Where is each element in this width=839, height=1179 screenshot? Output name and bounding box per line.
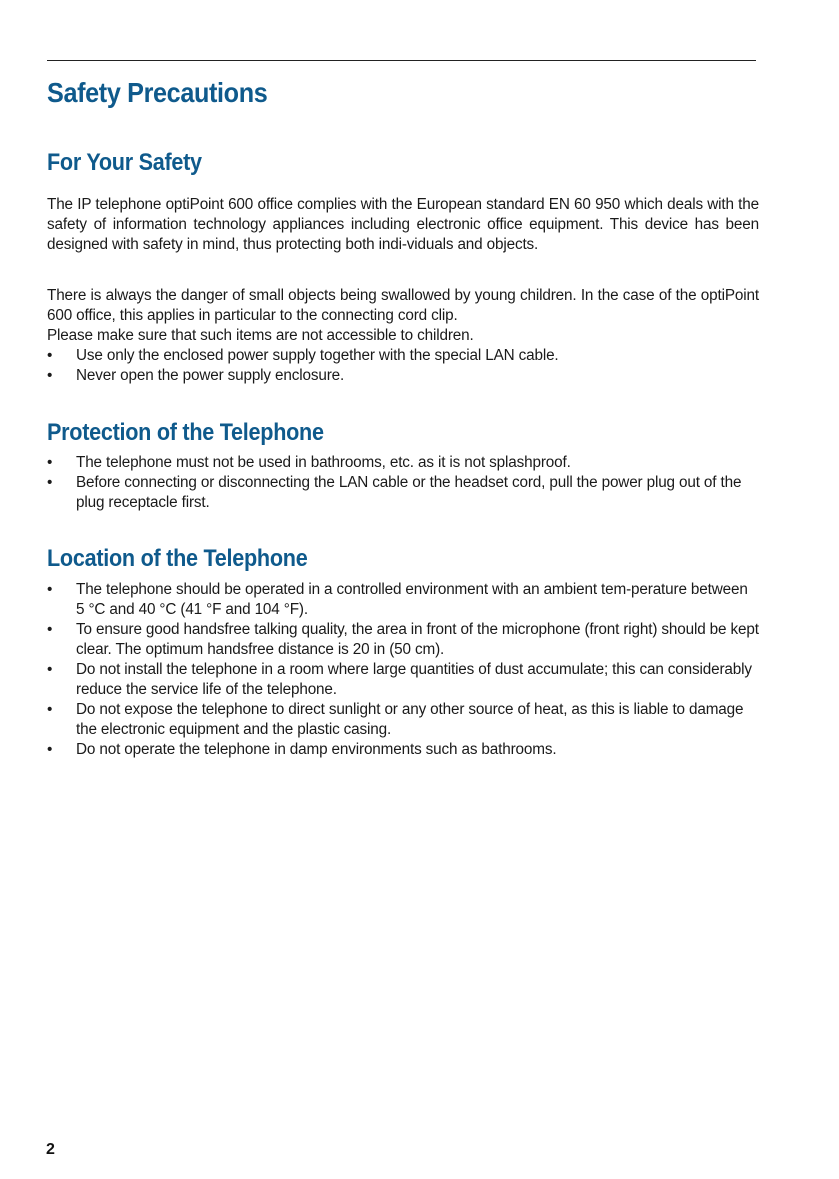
bullet-icon: •: [47, 347, 53, 364]
list-item: [47, 580, 759, 620]
protection-bullet-list: [47, 453, 759, 513]
safety-bullet-list: [47, 346, 759, 386]
list-item-text: To ensure good handsfree talking quality, the area in front of the microphone (front right) should be kept clear. The optimum handsfree distance is 20 in (50 cm).: [76, 621, 759, 658]
safety-note-children: Please make sure that such items are not accessible to children.: [47, 327, 474, 344]
list-item: [47, 740, 759, 760]
location-bullet-list: [47, 580, 759, 760]
list-item-text: The telephone should be operated in a controlled environment with an ambient tem-perature between 5 °C and 40 °C (41 °F and 104 °F).: [76, 581, 748, 618]
section-heading-protection: Protection of the Telephone: [47, 419, 324, 446]
list-item: [47, 473, 759, 513]
top-divider: [47, 60, 756, 61]
page-number: 2: [46, 1141, 55, 1158]
list-item-text: Use only the enclosed power supply together with the special LAN cable.: [76, 347, 559, 364]
list-item: [47, 346, 759, 366]
list-item: [47, 660, 759, 700]
list-item: [47, 366, 759, 386]
list-item: [47, 453, 759, 473]
bullet-icon: •: [47, 621, 53, 638]
section-heading-location: Location of the Telephone: [47, 545, 308, 572]
list-item-text: Do not install the telephone in a room where large quantities of dust accumulate; this can considerably reduce the service life of the telephone.: [76, 661, 752, 698]
section-heading-for-your-safety: For Your Safety: [47, 149, 202, 176]
list-item: [47, 700, 759, 740]
bullet-icon: •: [47, 701, 53, 718]
bullet-icon: •: [47, 454, 53, 471]
bullet-icon: •: [47, 474, 53, 491]
safety-paragraph-standard: The IP telephone optiPoint 600 office complies with the European standard EN 60 950 which deals with the safety of information technology appliances including electronic office equipment. This device has been designed with safety in mind, thus protecting both indi-viduals and objects.: [47, 196, 759, 253]
bullet-icon: •: [47, 661, 53, 678]
bullet-icon: •: [47, 741, 53, 758]
list-item-text: Never open the power supply enclosure.: [76, 367, 345, 384]
page-title: Safety Precautions: [47, 77, 268, 108]
list-item-text: The telephone must not be used in bathrooms, etc. as it is not splashproof.: [76, 454, 571, 471]
list-item-text: Do not operate the telephone in damp environments such as bathrooms.: [76, 741, 557, 758]
safety-paragraph-small-objects: There is always the danger of small objects being swallowed by young children. In the case of the optiPoint 600 office, this applies in particular to the connecting cord clip.: [47, 287, 759, 324]
list-item-text: Before connecting or disconnecting the LAN cable or the headset cord, pull the power plug out of the plug receptacle first.: [76, 474, 742, 511]
list-item: [47, 620, 759, 660]
bullet-icon: •: [47, 581, 53, 598]
bullet-icon: •: [47, 367, 53, 384]
list-item-text: Do not expose the telephone to direct sunlight or any other source of heat, as this is liable to damage the electronic equipment and the plastic casing.: [76, 701, 744, 738]
